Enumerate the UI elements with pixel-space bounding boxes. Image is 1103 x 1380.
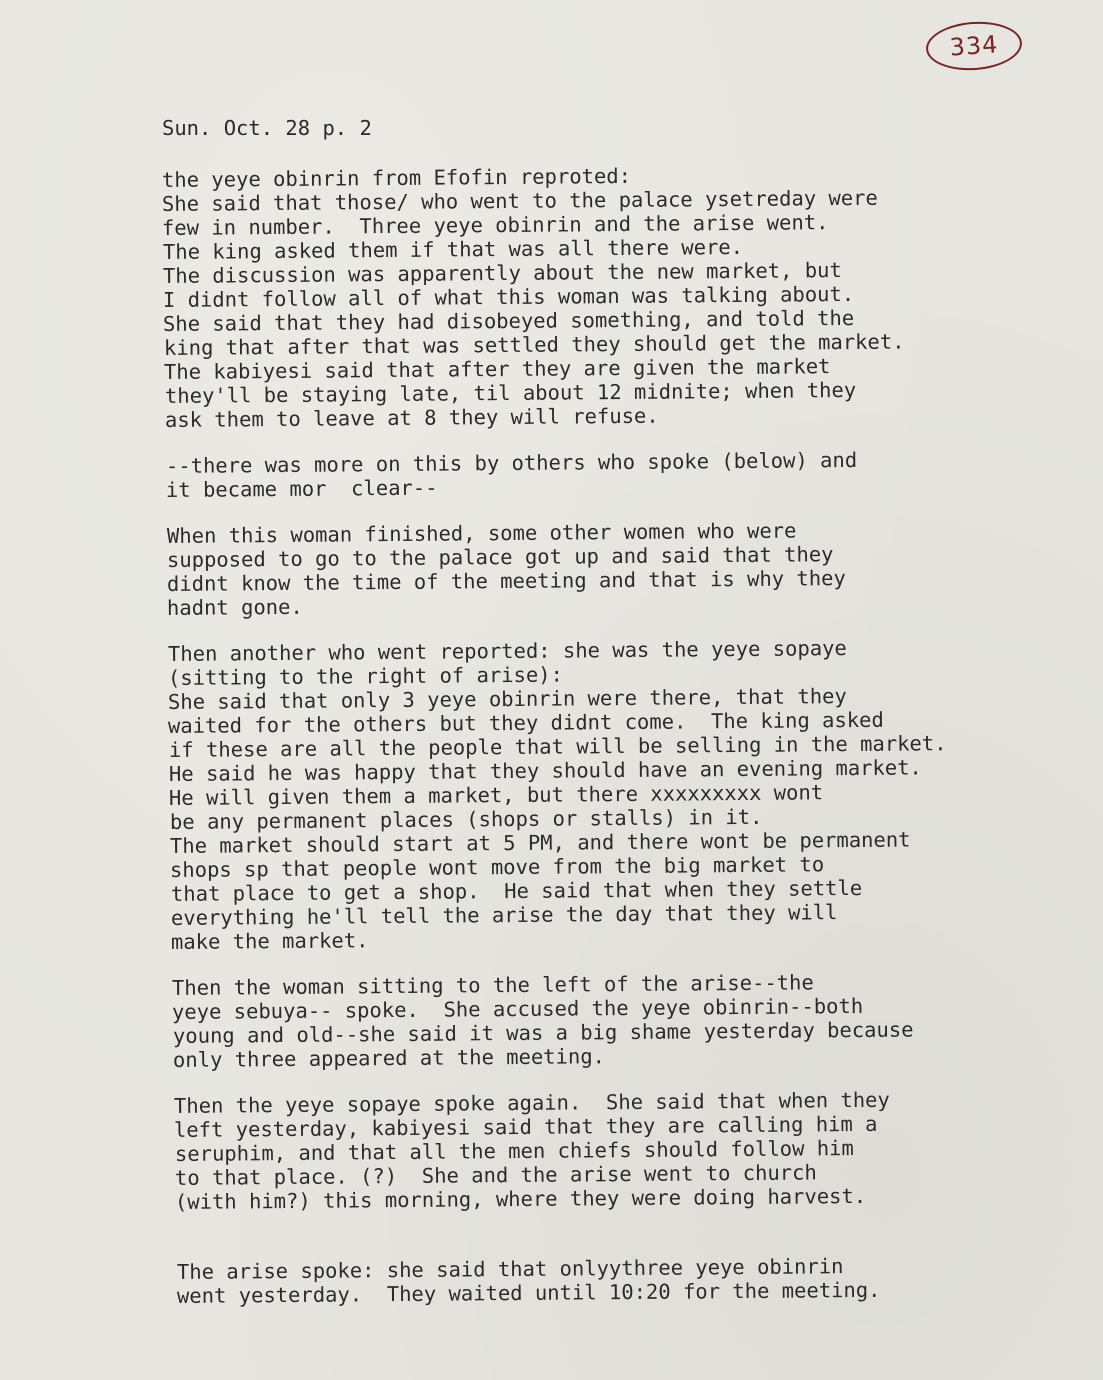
text-line: She said that only 3 yeye obinrin were there, that they (167, 684, 847, 714)
text-line: Then the woman sitting to the left of the arise--the (171, 970, 814, 1000)
text-line: they'll be staying late, til about 12 midnite; when they (164, 377, 857, 408)
text-line: The arise spoke: she said that onlyythree yeye obinrin (176, 1254, 844, 1284)
text-line: the yeye obinrin from Efofin reproted: (161, 163, 632, 192)
text-line: king that after that was settled they should get the market. (163, 329, 905, 360)
text-line: young and old--she said it was a big shame yesterday because (172, 1017, 914, 1048)
text-line: waited for the others but they didnt come. The king asked (167, 707, 884, 738)
text-line: --there was more on this by others who spoke (below) and (165, 447, 858, 478)
text-line: only three appeared at the meeting. (172, 1044, 606, 1072)
text-line: (sitting to the right of arise): (167, 662, 564, 690)
text-line: When this woman finished, some other women who were (166, 518, 797, 548)
text-line: shops sp that people wont move from the big market to (169, 852, 825, 882)
text-line: that place to get a shop. He said that when they settle (170, 875, 863, 906)
text-line: (with him?) this morning, where they were doing harvest. (174, 1183, 867, 1214)
text-line: ask them to leave at 8 they will refuse. (164, 403, 659, 432)
page-number-stamp: 334 (924, 19, 1023, 74)
text-line: few in number. Three yeye obinrin and the arise went. (161, 210, 829, 240)
text-line: Then another who went reported: she was the yeye sopaye (167, 636, 847, 666)
text-line: to that place. (?) She and the arise went to church (174, 1160, 817, 1190)
text-line: She said that those/ who went to the palace ysetreday were (161, 185, 878, 216)
text-line: He said he was happy that they should have an evening market. (168, 755, 922, 786)
text-line: everything he'll tell the arise the day that they will (170, 900, 838, 930)
page-header: Sun. Oct. 28 p. 2 (162, 116, 372, 140)
text-line: The kabiyesi said that after they are given the market (163, 354, 831, 384)
text-line: hadnt gone. (166, 594, 303, 620)
text-line: went yesterday. They waited until 10:20 for the meeting. (176, 1277, 881, 1308)
text-line: The market should start at 5 PM, and there wont be permanent (169, 827, 911, 858)
text-line: if these are all the people that will be selling in the market. (168, 731, 947, 762)
text-line: make the market. (170, 928, 369, 954)
text-line: left yesterday, kabiyesi said that they are calling him a (173, 1111, 878, 1142)
text-line: The king asked them if that was all there were. (162, 234, 744, 264)
text-line: The discussion was apparently about the new market, but (162, 258, 842, 288)
text-line: didnt know the time of the meeting and that is why they (166, 566, 846, 596)
text-line: She said that they had disobeyed something, and told the (162, 305, 855, 336)
text-line: be any permanent places (shops or stalls) in it. (169, 804, 763, 834)
text-line: He will given them a market, but there xxxxxxxxx wont (168, 780, 824, 810)
text-line: supposed to go to the palace got up and said that they (166, 542, 834, 572)
text-line: yeye sebuya-- spoke. She accused the yeye obinrin--both (171, 993, 864, 1024)
text-line: it became mor clear-- (165, 475, 438, 502)
text-line: I didnt follow all of what this woman was talking about. (162, 281, 855, 312)
text-line: Then the yeye sopaye spoke again. She said that when they (173, 1087, 890, 1118)
text-line: seruphim, and that all the men chiefs should follow him (174, 1136, 854, 1166)
